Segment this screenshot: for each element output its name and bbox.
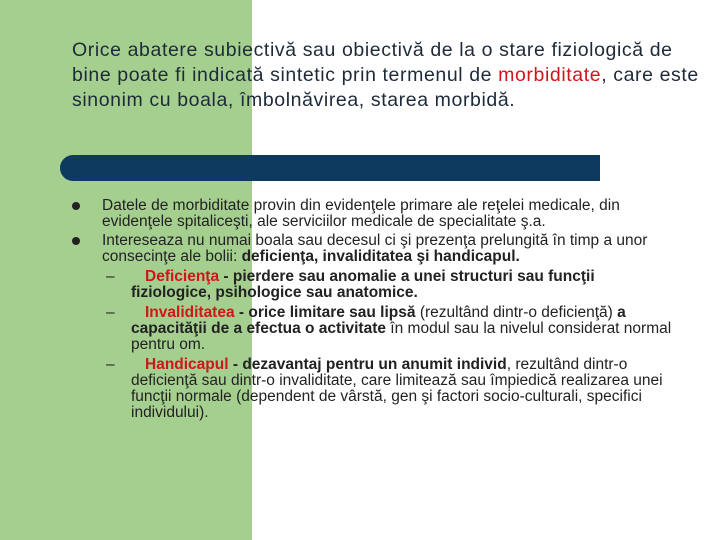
title-part-1: Orice abatere subiectivă sau obiectivă de la o stare fiziologică de bine poate fi indicată sintetic prin termenul de <box>72 39 673 86</box>
bullet-item-sources <box>72 198 672 230</box>
definition-text-plain-b: în modul sau la nivelul considerat normal pentru om. <box>131 320 672 353</box>
slide-body <box>72 198 672 425</box>
slide-title <box>72 38 702 113</box>
definition-text-bold-b: a capacităţii de a efectua o activitate <box>131 304 626 337</box>
definition-text: - pierdere sau anomalie a unei structuri sau funcţii fiziologice, psihologice sau anatomice. <box>131 268 595 301</box>
subitem-deficienta <box>72 269 672 301</box>
bullet-dot-icon <box>72 237 80 245</box>
bullet-text: Datele de morbiditate provin din evidenţele primare ale reţelei medicale, din evidenţele spitaliceşti, ale serviciilor medicale de specialitate ş.a. <box>102 197 620 230</box>
bullet-text-bold: deficienţa, invaliditatea şi handicapul. <box>241 248 520 265</box>
term-invaliditatea: Invaliditatea <box>145 304 235 321</box>
dash-icon: – <box>106 356 115 373</box>
term-deficienta: Deficienţa <box>145 268 220 285</box>
definition-text-bold-a: - dezavantaj pentru un anumit individ <box>228 356 507 373</box>
bullet-item-consequences <box>72 233 672 265</box>
term-handicapul: Handicapul <box>145 356 229 373</box>
title-part-2: , care este sinonim cu boala, îmbolnăvirea, starea morbidă. <box>72 64 699 111</box>
subitem-invaliditatea <box>72 305 672 353</box>
title-highlight-morbiditate: morbiditate <box>498 64 602 86</box>
definition-text-plain-a: , rezultând dintr‑o deficienţă sau dintr‑o invaliditate, care limitează sau împiedică realizarea unei funcţii normale (dependent de vârstă, gen şi factori socio‑culturali, specifici individului). <box>131 356 663 421</box>
bullet-text: Intereseaza nu numai boala sau decesul ci şi prezenţa prelungită în timp a unor consecinţe ale bolii: <box>102 232 648 265</box>
subitem-handicapul <box>72 357 672 421</box>
dash-icon: – <box>106 268 115 285</box>
definition-text-plain-a: (rezultând dintr‑o deficienţă) <box>415 304 618 321</box>
title-divider-bar <box>60 155 600 181</box>
definition-text-bold-a: - orice limitare sau lipsă <box>234 304 416 321</box>
dash-icon: – <box>106 304 115 321</box>
bullet-dot-icon <box>72 202 80 210</box>
